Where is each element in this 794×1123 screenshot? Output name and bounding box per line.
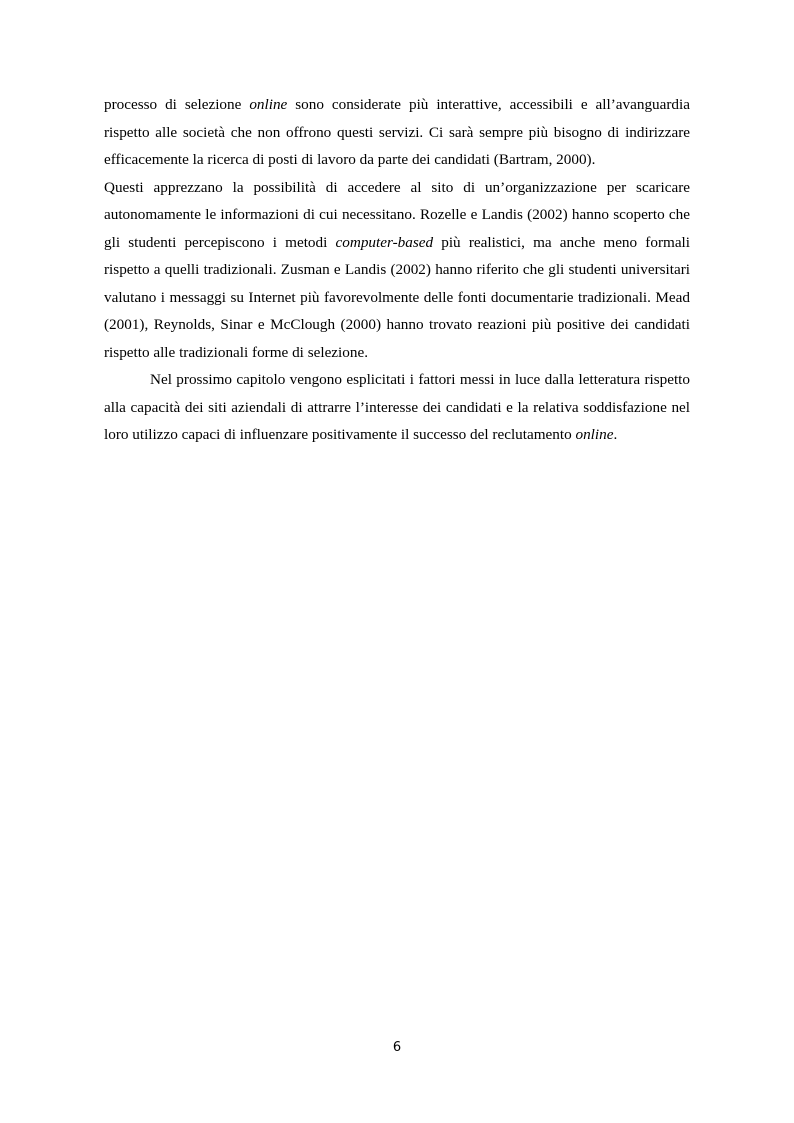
paragraph-2-text-a: Questi apprezzano la possibilità di accedere al sito di un’organizzazione per scaricare autonomamente le informazioni di cui necessitano. Rozelle e Landis (2002) hanno scoperto che gli studenti percepiscono i metodi xyxy=(104,178,690,251)
paragraph-3 xyxy=(104,366,690,449)
page-body xyxy=(104,91,690,449)
paragraph-1-text-b: sono considerate più interattive, accessibili e all’avanguardia rispetto alle società che non offrono questi servizi. Ci sarà sempre più bisogno di indirizzare efficacemente la ricerca di posti di lavoro da parte dei candidati (Bartram, 2000). xyxy=(104,96,690,168)
page-number: 6 xyxy=(392,1040,402,1055)
paragraph-3-text-b: . xyxy=(613,426,618,443)
paragraph-1-text-a: processo di selezione xyxy=(104,96,250,113)
paragraph-2-italic-computer-based: computer-based xyxy=(335,233,434,251)
paragraph-1 xyxy=(104,91,690,174)
paragraph-2-text-b: più realistici, ma anche meno formali rispetto a quelli tradizionali. Zusman e Landis (2002) hanno riferito che gli studenti universitari valutano i messaggi su Internet più favorevolmente delle fonti documentarie tradizionali. Mead (2001), Reynolds, Sinar e McClough (2000) hanno trovato reazioni più positive dei candidati rispetto alle tradizionali forme di selezione. xyxy=(104,233,690,361)
paragraph-1-italic-online: online xyxy=(249,96,288,113)
paragraph-3-italic-online: online xyxy=(575,426,614,443)
paragraph-2 xyxy=(104,174,690,367)
paragraph-3-text-a: Nel prossimo capitolo vengono esplicitati i fattori messi in luce dalla letteratura rispetto alla capacità dei siti aziendali di attrarre l’interesse dei candidati e la relativa soddisfazione nel loro utilizzo capaci di influenzare positivamente il successo del reclutamento xyxy=(104,371,690,443)
